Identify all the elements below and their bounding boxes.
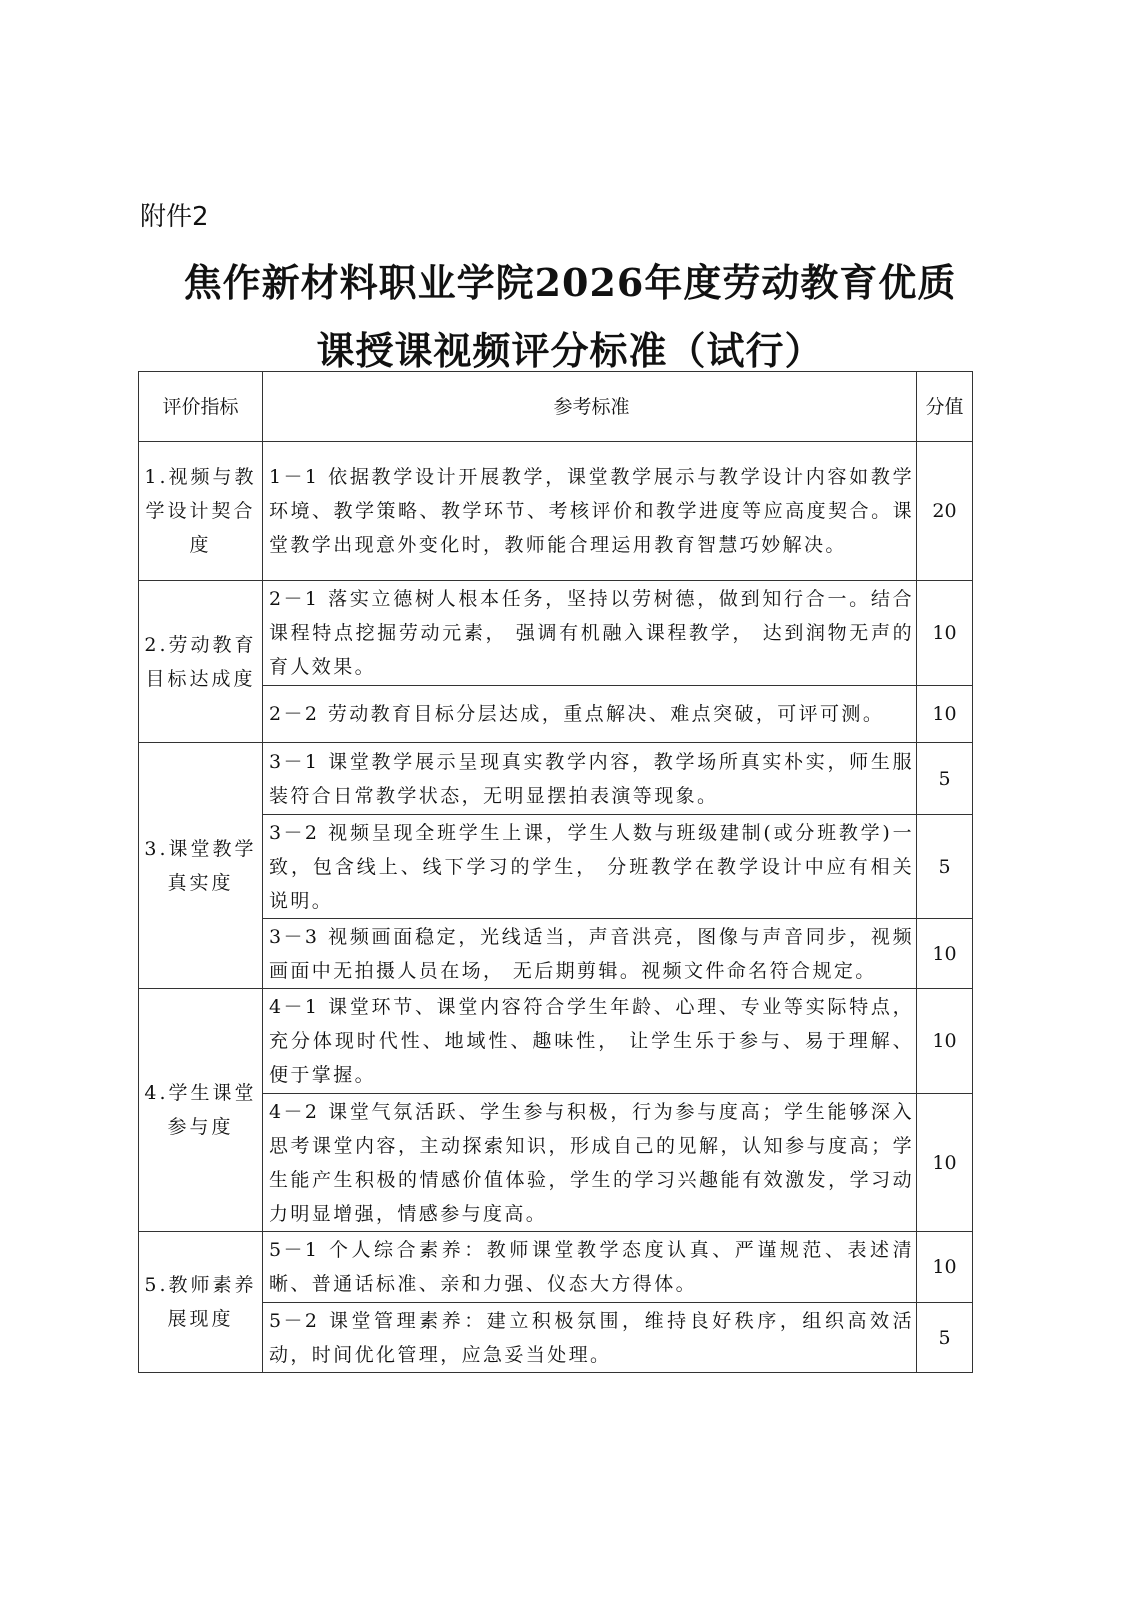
score-cell: 10	[917, 1232, 973, 1303]
indicator-cell: 3.课堂教学真实度	[139, 743, 263, 989]
indicator-cell: 5.教师素养展现度	[139, 1232, 263, 1373]
title-line-2: 课授课视频评分标准（试行）	[316, 328, 824, 373]
indicator-cell: 2.劳动教育目标达成度	[139, 581, 263, 743]
criteria-cell: 5－1 个人综合素养：教师课堂教学态度认真、严谨规范、表述清晰、普通话标准、亲和力强、仪态大方得体。	[263, 1232, 917, 1303]
table-row	[139, 989, 973, 1094]
table-row	[139, 919, 973, 989]
header-criteria: 参考标准	[263, 372, 917, 442]
criteria-cell: 2－1 落实立德树人根本任务，坚持以劳树德，做到知行合一。结合课程特点挖掘劳动元素， 强调有机融入课程教学， 达到润物无声的育人效果。	[263, 581, 917, 686]
header-indicator: 评价指标	[139, 372, 263, 442]
criteria-cell: 4－1 课堂环节、课堂内容符合学生年龄、心理、专业等实际特点，充分体现时代性、地域性、趣味性， 让学生乐于参与、易于理解、便于掌握。	[263, 989, 917, 1094]
table-row	[139, 815, 973, 919]
indicator-cell: 4.学生课堂参与度	[139, 989, 263, 1232]
table-row	[139, 686, 973, 743]
table-row	[139, 743, 973, 815]
table-row	[139, 581, 973, 686]
score-cell: 20	[917, 442, 973, 581]
criteria-cell: 2－2 劳动教育目标分层达成，重点解决、难点突破，可评可测。	[263, 686, 917, 743]
table-row	[139, 1232, 973, 1303]
score-cell: 5	[917, 815, 973, 919]
criteria-cell: 3－2 视频呈现全班学生上课，学生人数与班级建制(或分班教学)一致，包含线上、线下学习的学生， 分班教学在教学设计中应有相关说明。	[263, 815, 917, 919]
table-row	[139, 1094, 973, 1232]
score-cell: 10	[917, 581, 973, 686]
scoring-table	[138, 371, 973, 1373]
table-header-row	[139, 372, 973, 442]
criteria-cell: 5－2 课堂管理素养：建立积极氛围，维持良好秩序，组织高效活动，时间优化管理，应急妥当处理。	[263, 1303, 917, 1373]
header-score: 分值	[917, 372, 973, 442]
criteria-cell: 1－1 依据教学设计开展教学，课堂教学展示与教学设计内容如教学环境、教学策略、教学环节、考核评价和教学进度等应高度契合。课堂教学出现意外变化时，教师能合理运用教育智慧巧妙解决。	[263, 442, 917, 581]
score-cell: 10	[917, 1094, 973, 1232]
table-row	[139, 442, 973, 581]
score-cell: 5	[917, 743, 973, 815]
score-cell: 5	[917, 1303, 973, 1373]
criteria-cell: 3－1 课堂教学展示呈现真实教学内容，教学场所真实朴实，师生服装符合日常教学状态，无明显摆拍表演等现象。	[263, 743, 917, 815]
criteria-cell: 4－2 课堂气氛活跃、学生参与积极，行为参与度高；学生能够深入思考课堂内容，主动探索知识，形成自己的见解，认知参与度高；学生能产生积极的情感价值体验，学生的学习兴趣能有效激发，学习动力明显增强，情感参与度高。	[263, 1094, 917, 1232]
table-row	[139, 1303, 973, 1373]
score-cell: 10	[917, 919, 973, 989]
title-line-1: 焦作新材料职业学院2026年度劳动教育优质	[183, 260, 957, 305]
score-cell: 10	[917, 686, 973, 743]
score-cell: 10	[917, 989, 973, 1094]
attachment-label: 附件2	[140, 202, 209, 232]
criteria-cell: 3－3 视频画面稳定，光线适当，声音洪亮，图像与声音同步，视频画面中无拍摄人员在场， 无后期剪辑。视频文件命名符合规定。	[263, 919, 917, 989]
indicator-cell: 1.视频与教学设计契合度	[139, 442, 263, 581]
